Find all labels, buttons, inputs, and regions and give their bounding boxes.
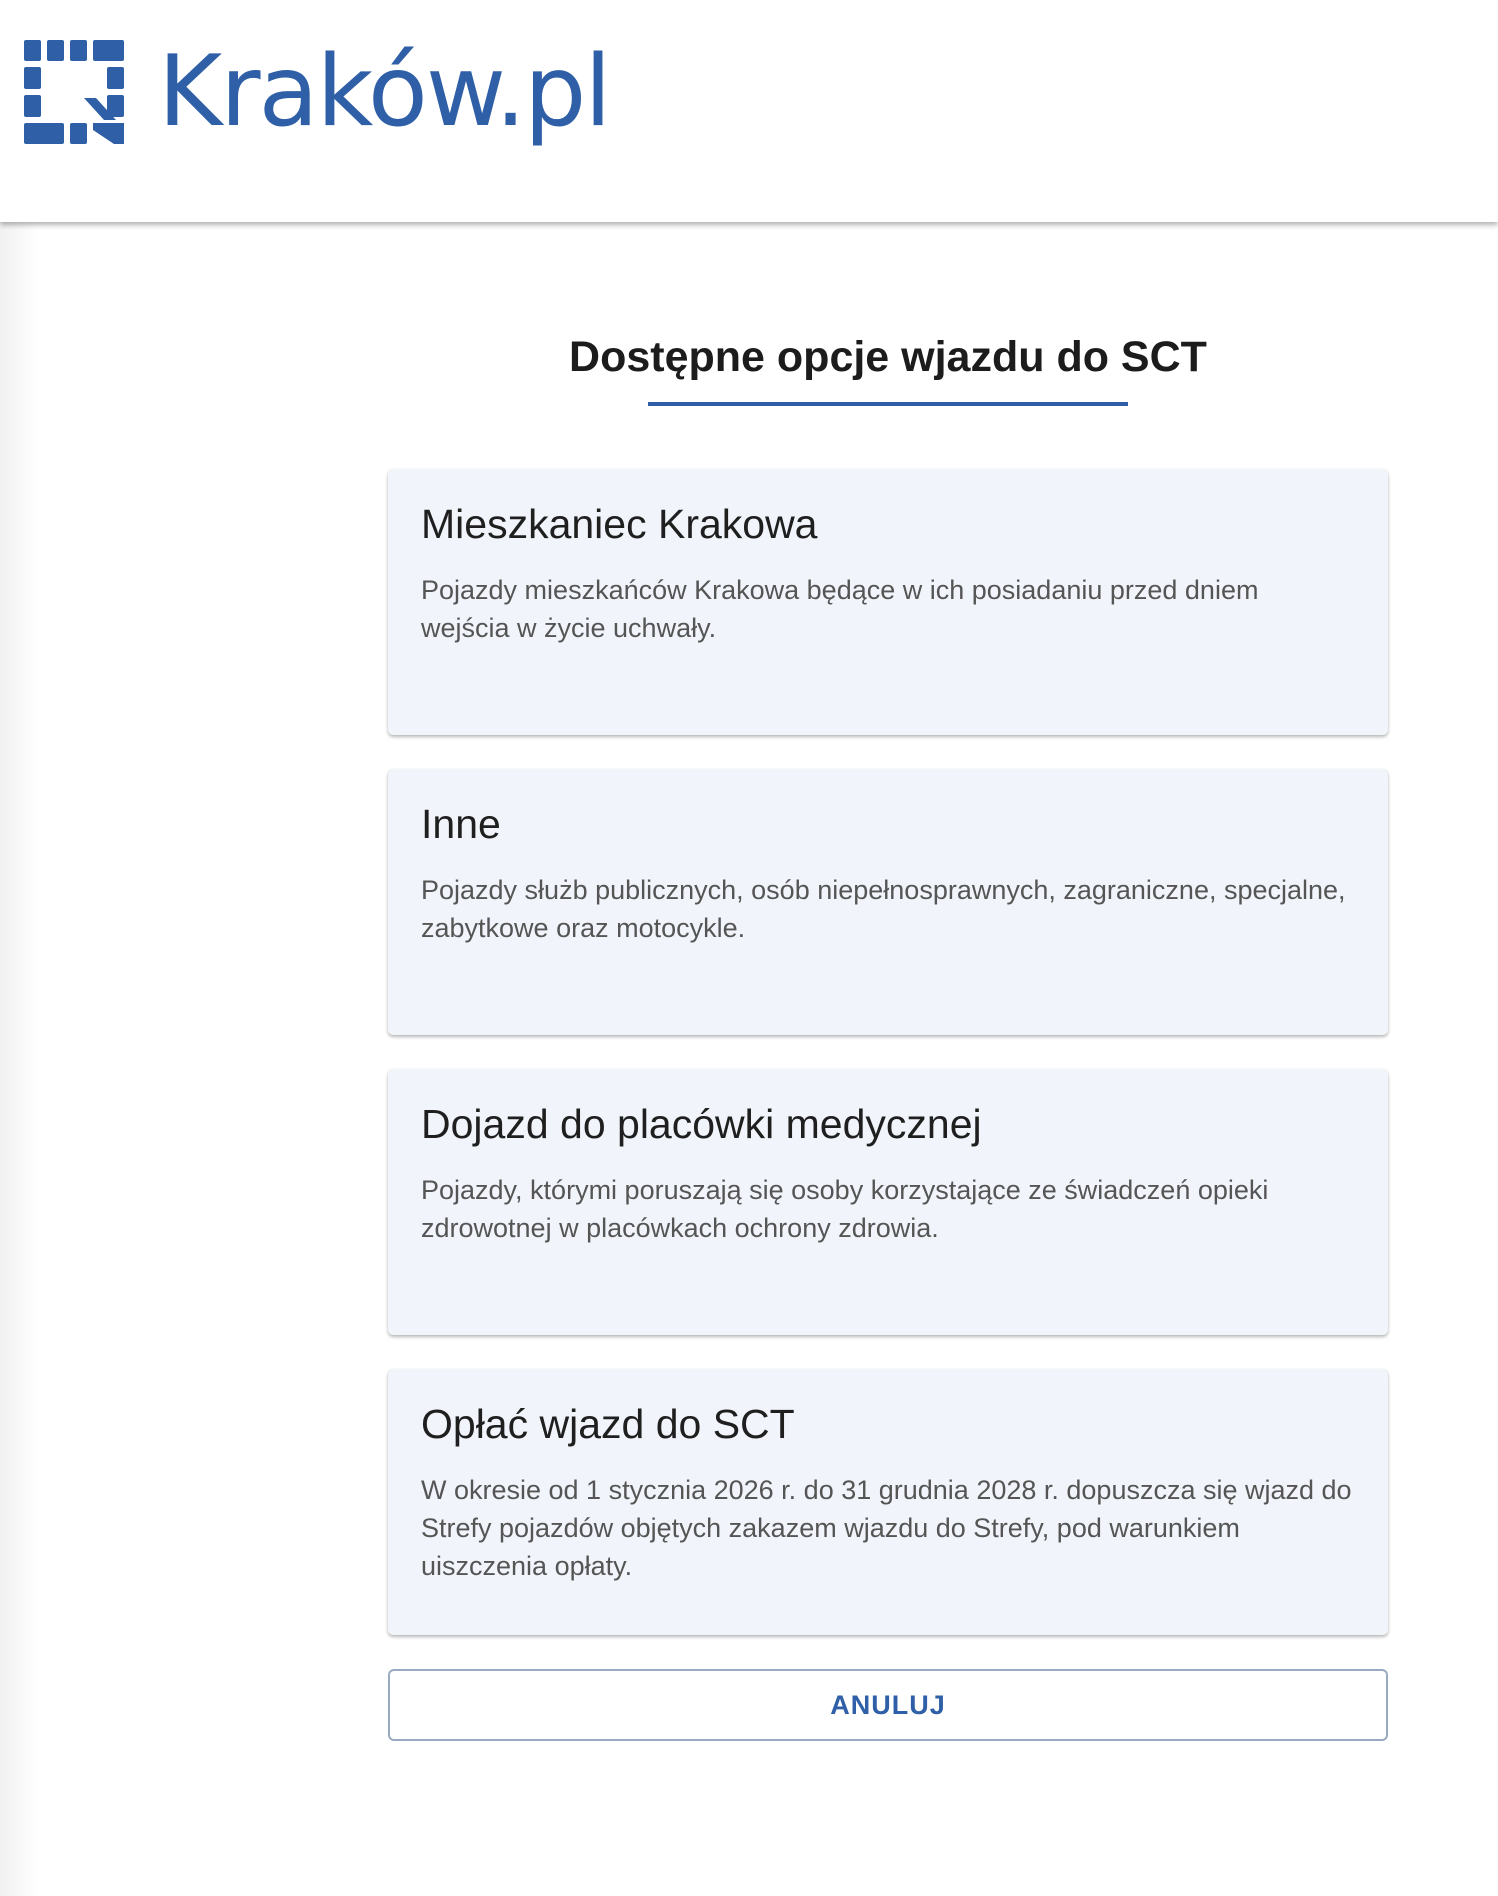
option-card-other[interactable]	[388, 769, 1388, 1035]
option-card-resident[interactable]	[388, 469, 1388, 735]
option-card-description: Pojazdy służb publicznych, osób niepełnosprawnych, zagraniczne, specjalne, zabytkowe oraz motocykle.	[421, 875, 1346, 943]
site-header	[0, 0, 1498, 222]
option-card-description: Pojazdy mieszkańców Krakowa będące w ich posiadaniu przed dniem wejścia w życie uchwały.	[421, 575, 1259, 643]
option-card-title: Opłać wjazd do SCT	[421, 1401, 795, 1447]
cancel-button[interactable]: ANULUJ	[388, 1669, 1388, 1741]
option-card-medical[interactable]	[388, 1069, 1388, 1335]
option-card-description: W okresie od 1 stycznia 2026 r. do 31 grudnia 2028 r. dopuszcza się wjazd do Strefy pojazdów objętych zakazem wjazdu do Strefy, pod warunkiem uiszczenia opłaty.	[421, 1475, 1352, 1581]
krakow-logo-link[interactable]	[24, 35, 610, 149]
page-title: Dostępne opcje wjazdu do SCT	[569, 333, 1207, 381]
option-card-title: Inne	[421, 801, 501, 847]
option-card-description: Pojazdy, którymi poruszają się osoby korzystające ze świadczeń opieki zdrowotnej w placówkach ochrony zdrowia.	[421, 1175, 1269, 1243]
title-underline	[648, 402, 1128, 406]
logo-text: Kraków.pl	[158, 35, 610, 149]
option-card-title: Dojazd do placówki medycznej	[421, 1101, 982, 1147]
option-card-title: Mieszkaniec Krakowa	[421, 501, 818, 547]
option-card-pay-entry[interactable]	[388, 1369, 1388, 1635]
main-content	[0, 222, 1498, 1896]
krakow-logo-icon	[24, 40, 124, 144]
